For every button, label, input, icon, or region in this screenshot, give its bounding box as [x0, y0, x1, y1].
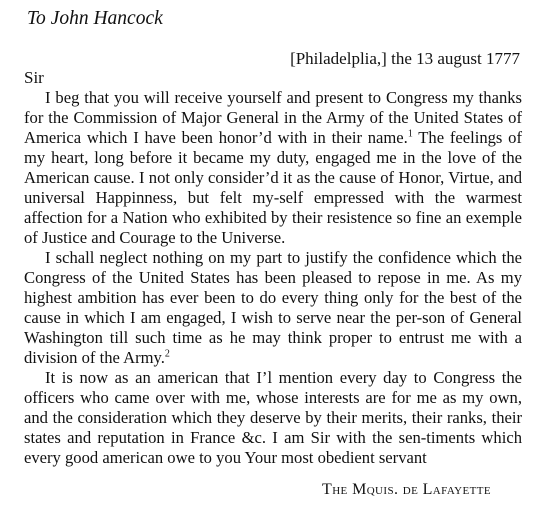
footnote-ref-2: 2 [164, 348, 170, 360]
paragraph-1 [24, 88, 522, 248]
paragraph-2 [24, 248, 522, 368]
paragraph-2-text: I schall neglect nothing on my part to justify the confidence which the Congress of the United States has been pleased to repose in me. As my highest ambition has ever been to do every thing only for the best of the cause in which I am engaged, I wish to serve near the per-son of General Washington till such time as he may think proper to entrust me with a division of the Army. [24, 248, 522, 367]
letter-heading: To John Hancock [27, 8, 163, 29]
letter-signature: The Mquis. de Lafayette [322, 481, 491, 498]
paragraph-1-text: I beg that you will receive yourself and present to Congress my thanks for the Commission of Major General in the Army of the United States of America which I have been honor’d with in their name. [24, 88, 522, 147]
letter-dateline: [Philadelplia,] the 13 august 1777 [290, 49, 520, 68]
paragraph-3-text: It is now as an american that I’l mention every day to Congress the officers who came over with me, whose interests are for me as my own, and the consideration which they deserve by their merits, their ranks, their states and reputation in France &c. I am Sir with the sen-timents which every good american owe to you Your most obedient servant [24, 368, 522, 467]
paragraph-3 [24, 368, 522, 468]
letter-salutation: Sir [24, 68, 44, 87]
footnote-ref-1: 1 [407, 128, 413, 140]
letter-body [24, 88, 522, 468]
paragraph-1-text-after: The feelings of my heart, long before it became my duty, engaged me in the love of the American cause. I not only consider’d it as the cause of Honor, Virtue, and universal Happinness, but felt my-self empressed with the warmest affection for a Nation who exhibited by their resistence so fine an exemple of Justice and Courage to the Universe. [24, 128, 522, 247]
